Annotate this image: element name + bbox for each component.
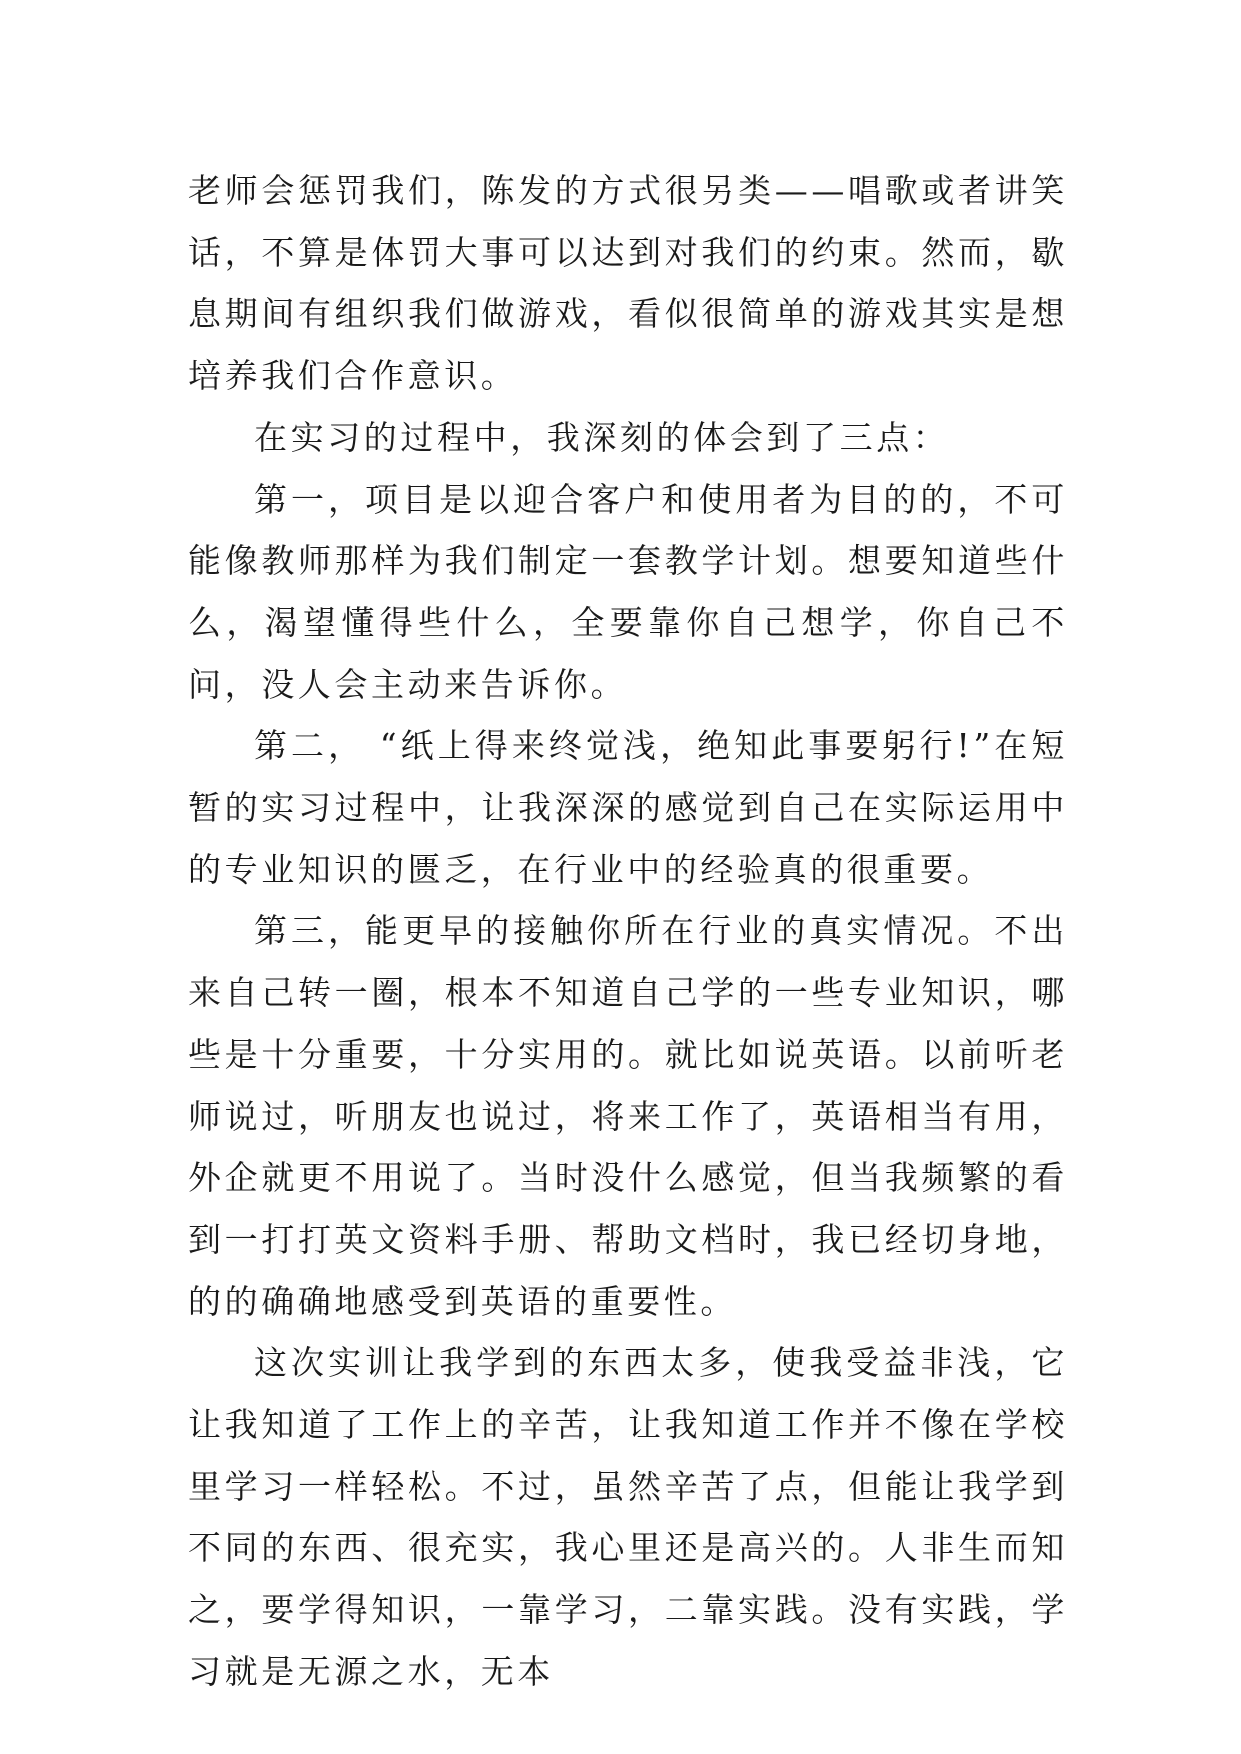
- paragraph: 在实习的过程中，我深刻的体会到了三点：: [254, 417, 950, 457]
- paragraph: 第一，项目是以迎合客户和使用者为目的的，不可能像教师那样为我们制定一套教学计划。想要知道些什么，渴望懂得些什么，全要靠你自己想学，你自己不问，没人会主动来告诉你。: [188, 479, 1068, 704]
- document-body: [188, 160, 1068, 1703]
- paragraph: 老师会惩罚我们，陈发的方式很另类——唱歌或者讲笑话，不算是体罚大事可以达到对我们的约束。然而，歇息期间有组织我们做游戏，看似很简单的游戏其实是想培养我们合作意识。: [188, 171, 1068, 396]
- paragraph: 这次实训让我学到的东西太多，使我受益非浅，它让我知道了工作上的辛苦，让我知道工作并不像在学校里学习一样轻松。不过，虽然辛苦了点，但能让我学到不同的东西、很充实，我心里还是高兴的。人非生而知之，要学得知识，一靠学习，二靠实践。没有实践，学习就是无源之水，无本: [188, 1343, 1068, 1691]
- paragraph: 第三，能更早的接触你所在行业的真实情况。不出来自己转一圈，根本不知道自己学的一些专业知识，哪些是十分重要，十分实用的。就比如说英语。以前听老师说过，听朋友也说过，将来工作了，英语相当有用，外企就更不用说了。当时没什么感觉，但当我频繁的看到一打打英文资料手册、帮助文档时，我已经切身地，的的确确地感受到英语的重要性。: [188, 911, 1068, 1321]
- paragraph: 第二， “纸上得来终觉浅，绝知此事要躬行!”在短暂的实习过程中，让我深深的感觉到自己在实际运用中的专业知识的匮乏，在行业中的经验真的很重要。: [188, 726, 1068, 889]
